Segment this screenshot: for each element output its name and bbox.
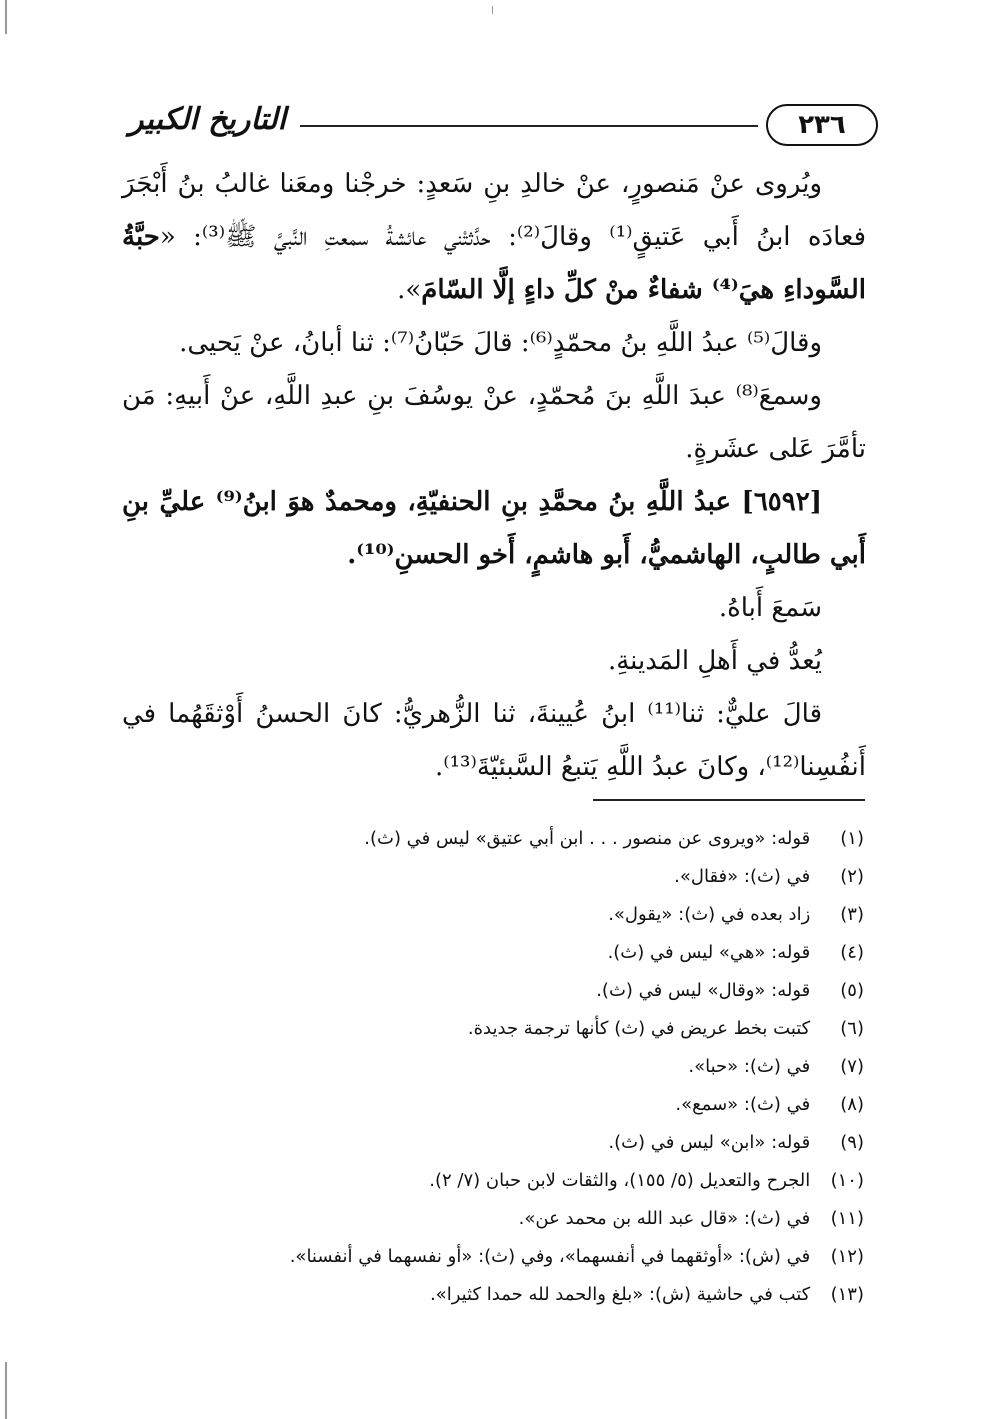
footnote-number: (٤) <box>840 942 864 963</box>
footnote-text: في (ث): «حبا». <box>688 1056 811 1077</box>
footnote-number: (٨) <box>840 1094 864 1115</box>
paragraph-4: سَمعَ أَباهُ. <box>718 593 822 623</box>
footnote-text: قوله: «هي» ليس في (ث). <box>607 942 811 963</box>
footnotes-list <box>140 820 864 1314</box>
footnote-separator <box>593 799 865 801</box>
hadith-quote: حبَّةُ السَّوداءِ هيَ⁽⁴⁾ شفاءٌ منْ كلِّ داءٍ إلَّا السّامَ <box>122 222 866 305</box>
footnote-number: (٣) <box>840 904 864 925</box>
footnote <box>140 1086 864 1124</box>
footnote-text: في (ث): «فقال». <box>674 866 811 887</box>
paragraph-6: قالَ عليٌّ: ثنا⁽¹¹⁾ ابنُ عُيينةَ، ثنا الزُّهريُّ: كانَ الحسنُ أَوْثقَهُما في أَنفُسِنا⁽¹²⁾، وكانَ عبدُ اللَّهِ يَتبعُ السَّبئيّةَ⁽¹³⁾. <box>122 699 866 782</box>
footnote-text: في (ش): «أوثقهما في أنفسهما»، وفي (ث): «أو نفسهما في أنفسنا». <box>289 1246 811 1267</box>
header-rule <box>300 125 758 127</box>
footnote <box>140 1200 864 1238</box>
footnote-number: (١) <box>840 828 864 849</box>
footnote-text: قوله: «ابن» ليس في (ث). <box>608 1132 811 1153</box>
footnote-text: قوله: «وقال» ليس في (ث). <box>596 980 811 1001</box>
biography-entry-heading: [٦٥٩٢] عبدُ اللَّهِ بنُ محمَّدِ بنِ الحنفيّةِ، ومحمدٌ هوَ ابنُ⁽⁹⁾ عليِّ بنِ أَبي طالبٍ، الهاشميُّ، أَبو هاشمٍ، أَخو الحسنِ⁽¹⁰⁾. <box>122 487 866 570</box>
footnote <box>140 1162 864 1200</box>
paragraph-3: وسمعَ⁽⁸⁾ عبدَ اللَّهِ بنَ مُحمّدٍ، عنْ يوسُفَ بنِ عبدِ اللَّهِ، عنْ أَبيهِ: مَن تأمَّرَ عَلى عشَرةٍ. <box>122 381 866 464</box>
paragraph-5: يُعدُّ في أَهلِ المَدينةِ. <box>607 646 822 676</box>
footnote <box>140 1238 864 1276</box>
left-margin-mark-bottom <box>5 1362 7 1419</box>
footnote <box>140 858 864 896</box>
footnote <box>140 896 864 934</box>
footnote <box>140 1276 864 1314</box>
paragraph-1-end: ». <box>397 275 422 305</box>
footnote-text: في (ث): «سمع». <box>675 1094 811 1115</box>
paragraph-1-text: ويُروى عنْ مَنصورٍ، عنْ خالدِ بنِ سَعدٍ: خرجْنا ومعَنا غالبُ بنُ أَبْجَرَ فعادَه ابنُ أَبي عَتيقٍ⁽¹⁾ وقالَ⁽²⁾: حدَّثتْني عائشةُ سمعتِ النَّبيَّ ﷺ⁽³⁾: « <box>122 169 866 252</box>
footnote-number: (٩) <box>840 1132 864 1153</box>
main-text <box>122 158 866 794</box>
footnote <box>140 1048 864 1086</box>
footnote-number: (٦) <box>840 1018 864 1039</box>
footnote-number: (٢) <box>840 866 864 887</box>
footnote-text: كتبت بخط عريض في (ث) كأنها ترجمة جديدة. <box>467 1018 811 1039</box>
footnote <box>140 1010 864 1048</box>
running-title: التاريخ الكبير <box>128 102 287 137</box>
page-number: ٢٣٦ <box>766 104 878 146</box>
footnote-number: (١٣) <box>830 1284 864 1305</box>
footnote-number: (١٠) <box>830 1170 864 1191</box>
footnote-number: (١٢) <box>830 1246 864 1267</box>
footnote-text: في (ث): «قال عبد الله بن محمد عن». <box>518 1208 811 1229</box>
footnote <box>140 1124 864 1162</box>
footnote-text: كتب في حاشية (ش): «بلغ والحمد لله حمدا كثيرا». <box>429 1284 811 1305</box>
paragraph-2: وقالَ⁽⁵⁾ عبدُ اللَّهِ بنُ محمّدٍ⁽⁶⁾: قالَ حَبّانُ⁽⁷⁾: ثنا أبانُ، عنْ يَحيى. <box>179 328 822 358</box>
page-header <box>120 96 878 156</box>
footnote <box>140 820 864 858</box>
footnote-number: (٧) <box>840 1056 864 1077</box>
footnote-text: الجرح والتعديل (٥/ ١٥٥)، والثقات لابن حبان (٧/ ٢). <box>429 1170 811 1191</box>
paragraph-1 <box>122 158 866 317</box>
top-crop-mark <box>492 6 493 14</box>
footnote-text: قوله: «ويروى عن منصور . . . ابن أبي عتيق» ليس في (ث). <box>364 828 811 849</box>
footnote <box>140 972 864 1010</box>
footnote-text: زاد بعده في (ث): «يقول». <box>608 904 811 925</box>
footnote <box>140 934 864 972</box>
footnote-number: (٥) <box>840 980 864 1001</box>
left-margin-mark <box>5 0 7 34</box>
footnote-number: (١١) <box>830 1208 864 1229</box>
